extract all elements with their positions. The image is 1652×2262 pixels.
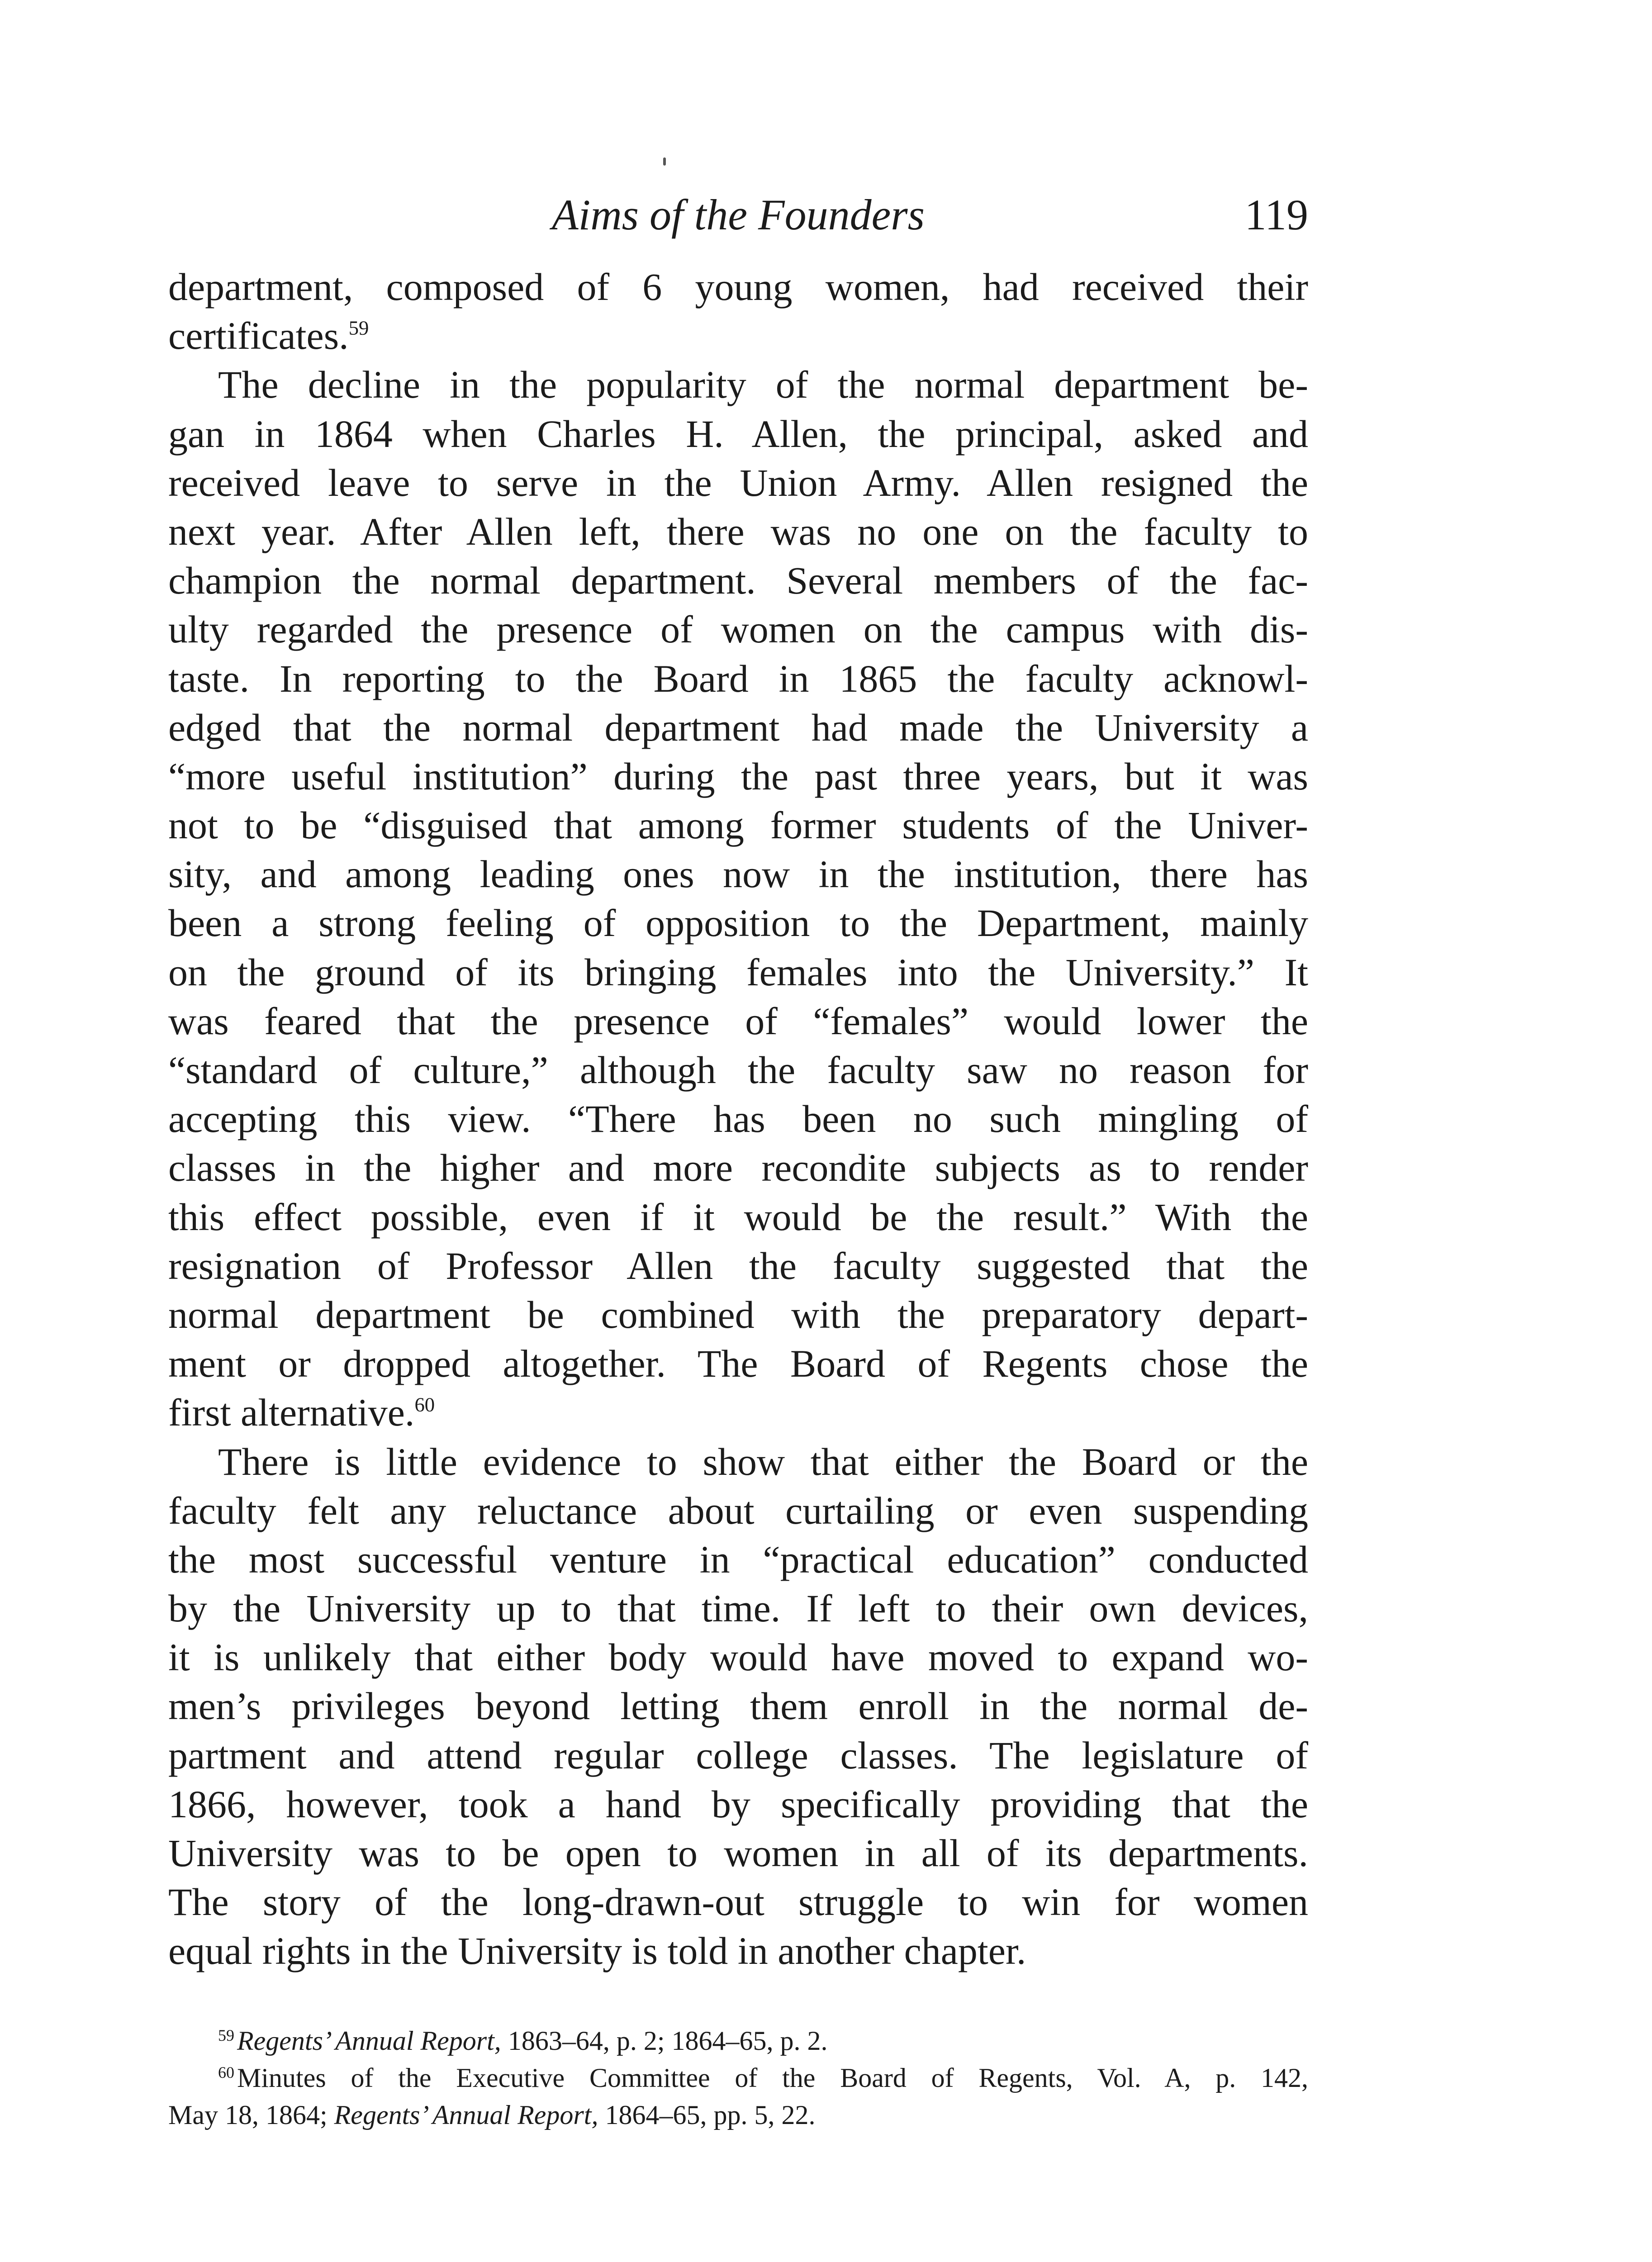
- text-line: on the ground of its bringing females into the University.” It: [168, 950, 1308, 994]
- text-line: [168, 1388, 1308, 1437]
- text-line: ment or dropped altogether. The Board of Regents chose the: [168, 1342, 1308, 1386]
- text-line: “more useful institution” during the past three years, but it was: [168, 754, 1308, 798]
- text-line: The decline in the popularity of the normal department be-: [218, 363, 1308, 407]
- page-number: 119: [1244, 190, 1308, 239]
- text-line: next year. After Allen left, there was no one on the faculty to: [168, 509, 1308, 553]
- text-line: edged that the normal department had made the University a: [168, 705, 1308, 749]
- text-line: champion the normal department. Several members of the fac-: [168, 559, 1308, 603]
- footnote-59: [168, 2022, 1308, 2059]
- text-line: gan in 1864 when Charles H. Allen, the principal, asked and: [168, 412, 1308, 456]
- text-line: received leave to serve in the Union Army. Allen resigned the: [168, 461, 1308, 504]
- text-line: the most successful venture in “practical education” conducted: [168, 1537, 1308, 1581]
- footnote-mark: 59: [218, 2026, 234, 2045]
- footnotes: [168, 2022, 1308, 2134]
- page-tick-mark: [663, 157, 666, 166]
- text-line: faculty felt any reluctance about curtailing or even suspending: [168, 1488, 1308, 1532]
- text-line: partment and attend regular college classes. The legislature of: [168, 1733, 1308, 1777]
- footnote-source-title: Regents’ Annual Report,: [334, 2100, 598, 2130]
- text-line: 1866, however, took a hand by specifically providing that the: [168, 1782, 1308, 1826]
- text-line: [168, 311, 1308, 360]
- body-text: [168, 262, 1308, 1976]
- footnote-ref: 60: [414, 1393, 435, 1416]
- text-line: normal department be combined with the preparatory depart-: [168, 1293, 1308, 1336]
- footnote-60: [168, 2059, 1308, 2096]
- footnote-mark: 60: [218, 2063, 234, 2082]
- text-line: this effect possible, even if it would be the result.” With the: [168, 1195, 1308, 1239]
- running-head: [168, 181, 1308, 249]
- text-line: men’s privileges beyond letting them enroll in the normal de-: [168, 1684, 1308, 1728]
- text-line: was feared that the presence of “females” would lower the: [168, 999, 1308, 1043]
- text-line: by the University up to that time. If left to their own devices,: [168, 1587, 1308, 1630]
- text-line: not to be “disguised that among former students of the Univer-: [168, 803, 1308, 847]
- footnote-text: May 18, 1864;: [168, 2100, 334, 2130]
- text-line: been a strong feeling of opposition to the Department, mainly: [168, 901, 1308, 945]
- text-line: accepting this view. “There has been no such mingling of: [168, 1097, 1308, 1141]
- footnote-60-continued: [168, 2096, 1308, 2134]
- text-segment: first alternative.: [168, 1391, 415, 1435]
- footnote-text: Minutes of the Executive Committee of the Board of Regents, Vol. A, p. 142,: [237, 2063, 1308, 2093]
- footnote-text: 1863–64, p. 2; 1864–65, p. 2.: [501, 2026, 828, 2056]
- text-line: The story of the long-drawn-out struggle to win for women: [168, 1880, 1308, 1924]
- footnote-source-title: Regents’ Annual Report,: [237, 2026, 501, 2056]
- text-line: it is unlikely that either body would have moved to expand wo-: [168, 1635, 1308, 1679]
- running-title: Aims of the Founders: [552, 190, 925, 239]
- text-line: sity, and among leading ones now in the institution, there has: [168, 852, 1308, 896]
- footnote-ref: 59: [348, 316, 369, 339]
- text-line: “standard of culture,” although the faculty saw no reason for: [168, 1048, 1308, 1092]
- text-line: resignation of Professor Allen the faculty suggested that the: [168, 1244, 1308, 1288]
- text-line: University was to be open to women in all of its departments.: [168, 1831, 1308, 1875]
- text-line: ulty regarded the presence of women on the campus with dis-: [168, 608, 1308, 651]
- text-line: classes in the higher and more recondite subjects as to render: [168, 1146, 1308, 1190]
- text-line: There is little evidence to show that either the Board or the: [218, 1440, 1308, 1483]
- text-segment: certificates.: [168, 314, 349, 358]
- text-line: taste. In reporting to the Board in 1865 the faculty acknowl-: [168, 656, 1308, 700]
- text-line: equal rights in the University is told in another chapter.: [168, 1929, 1026, 1973]
- footnote-text: 1864–65, pp. 5, 22.: [598, 2100, 816, 2130]
- text-line: department, composed of 6 young women, had received their: [168, 265, 1308, 309]
